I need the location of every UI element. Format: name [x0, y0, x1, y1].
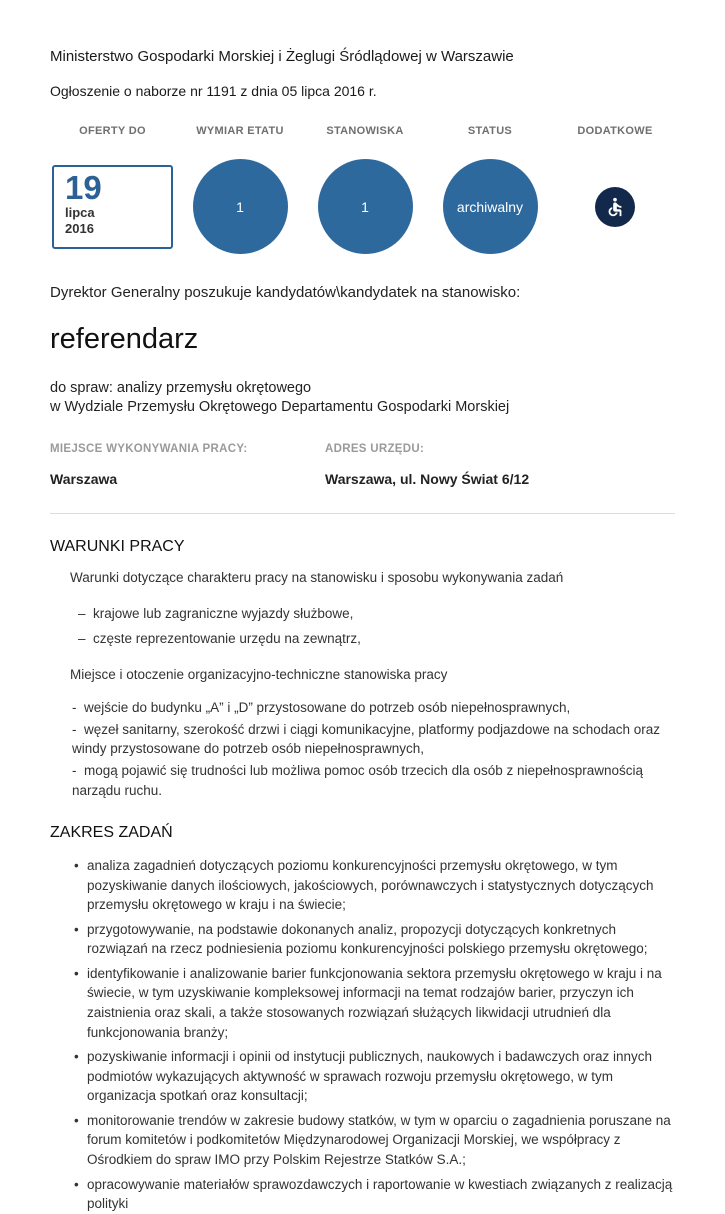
status-badge: archiwalny [443, 159, 538, 254]
wheelchair-icon [604, 196, 626, 218]
zakres-zadan-content [70, 856, 675, 1214]
deadline-month: lipca [65, 205, 95, 221]
stat-label-stanowiska: STANOWISKA [326, 125, 404, 137]
stat-shape-dodatkowe [595, 159, 635, 254]
office-address-value: Warszawa, ul. Nowy Świat 6/12 [325, 471, 530, 487]
warunki-list1 [78, 604, 675, 649]
position-unit: w Wydziale Przemysłu Okrętowego Departamentu Gospodarki Morskiej [50, 399, 510, 415]
workplace-label: MIEJSCE WYKONYWANIA PRACY: [50, 443, 248, 455]
stats-row [50, 125, 675, 254]
deadline-day: 19 [65, 168, 102, 206]
stat-label-oferty-do: OFERTY DO [79, 125, 146, 137]
zakres-zadan-heading: ZAKRES ZADAŃ [50, 824, 173, 842]
task-item: • przygotowywanie, na podstawie dokonanych analiz, propozycji dotyczących konkretnych rozwiązań na rzecz podniesienia poziomu konkurencyjności polskiego przemysłu okrętowego; [72, 920, 675, 959]
task-item: • identyfikowanie i analizowanie barier funkcjonowania sektora przemysłu okrętowego w kraju i na świecie, w tym uzyskiwanie kompleksowej informacji na temat rodzajów barier, przyczyn ich zaistnienia oraz skali, a także stosowanych rozwiązań służących likwidacji utrudnień dla funkcjonowania branży; [72, 964, 675, 1042]
stat-shape-wymiar-etatu [193, 159, 288, 254]
offer-deadline-box [52, 165, 173, 249]
stanowiska-circle: 1 [318, 159, 413, 254]
zakres-zadan-list [72, 856, 675, 1214]
task-item: • pozyskiwanie informacji i opinii od instytucji publicznych, naukowych i badawczych oraz innych podmiotów wykazujących aktywność w sprawach rozwoju przemysłu okrętowego, w tym organizacja spotkań oraz konsultacji; [72, 1047, 675, 1106]
workplace-block [50, 443, 325, 487]
position-specialty: do spraw: analizy przemysłu okrętowego [50, 380, 312, 396]
section-zakres-zadan [50, 824, 675, 1214]
list-item: – krajowe lub zagraniczne wyjazdy służbowe, [78, 604, 675, 624]
stat-oferty-do [50, 125, 175, 254]
stat-status [430, 125, 550, 254]
warunki-list2 [72, 698, 675, 800]
task-item: • opracowywanie materiałów sprawozdawczych i raportowanie w kwestiach związanych z realizacją polityki [72, 1175, 675, 1214]
office-address-label: ADRES URZĘDU: [325, 443, 425, 455]
stat-label-dodatkowe: DODATKOWE [577, 125, 653, 137]
task-item: • analiza zagadnień dotyczących poziomu konkurencyjności przemysłu okrętowego, w tym pozyskiwanie danych ilościowych, jakościowych, porównawczych i statystycznych dotyczących przemysłu okrętowego w kraju i na świecie; [72, 856, 675, 915]
section-warunki-pracy [50, 538, 675, 800]
recruitment-intro: Dyrektor Generalny poszukuje kandydatów\kandydatek na stanowisko: [50, 284, 521, 301]
warunki-sub2: Miejsce i otoczenie organizacyjno-techniczne stanowiska pracy [70, 666, 448, 682]
ministry-title: Ministerstwo Gospodarki Morskiej i Żeglugi Śródlądowej w Warszawie [50, 48, 514, 65]
warunki-sub1: Warunki dotyczące charakteru pracy na stanowisku i sposobu wykonywania zadań [70, 570, 564, 585]
stat-label-status: STATUS [467, 125, 513, 137]
list-item: - węzeł sanitarny, szerokość drzwi i ciągi komunikacyjne, platformy podjazdowe na schodach oraz windy przystosowane do potrzeb osób niepełnosprawnych, [72, 720, 675, 759]
page-title: referendarz [50, 323, 199, 355]
wymiar-etatu-circle: 1 [193, 159, 288, 254]
stat-wymiar-etatu [180, 125, 300, 254]
section-divider [50, 513, 675, 514]
list-item: – częste reprezentowanie urzędu na zewnątrz, [78, 629, 675, 649]
accessibility-badge [595, 187, 635, 227]
announcement-line: Ogłoszenie o naborze nr 1191 z dnia 05 lipca 2016 r. [50, 83, 377, 99]
stat-label-wymiar-etatu: WYMIAR ETATU [196, 125, 284, 137]
stat-shape-stanowiska [318, 159, 413, 254]
stat-shape-status [443, 159, 538, 254]
stat-dodatkowe [555, 125, 675, 254]
location-row [50, 443, 675, 487]
task-item: • monitorowanie trendów w zakresie budowy statków, w tym w oparciu o zagadnienia poruszane na forum komitetów i podkomitetów Międzynarodowej Organizacji Morskiej, we współpracy z Ośrodkiem do spraw IMO przy Polskim Rejestrze Statków S.A.; [72, 1111, 675, 1170]
office-address-block [325, 443, 600, 487]
warunki-pracy-heading: WARUNKI PRACY [50, 538, 185, 555]
workplace-value: Warszawa [50, 471, 118, 487]
stat-stanowiska [305, 125, 425, 254]
warunki-pracy-content [70, 568, 675, 800]
deadline-year: 2016 [65, 220, 94, 236]
list-item: - mogą pojawić się trudności lub możliwa pomoc osób trzecich dla osób z niepełnosprawnością narządu ruchu. [72, 761, 675, 800]
stat-shape-oferty-do [52, 159, 173, 254]
list-item: - wejście do budynku „A” i „D” przystosowane do potrzeb osób niepełnosprawnych, [72, 698, 675, 718]
